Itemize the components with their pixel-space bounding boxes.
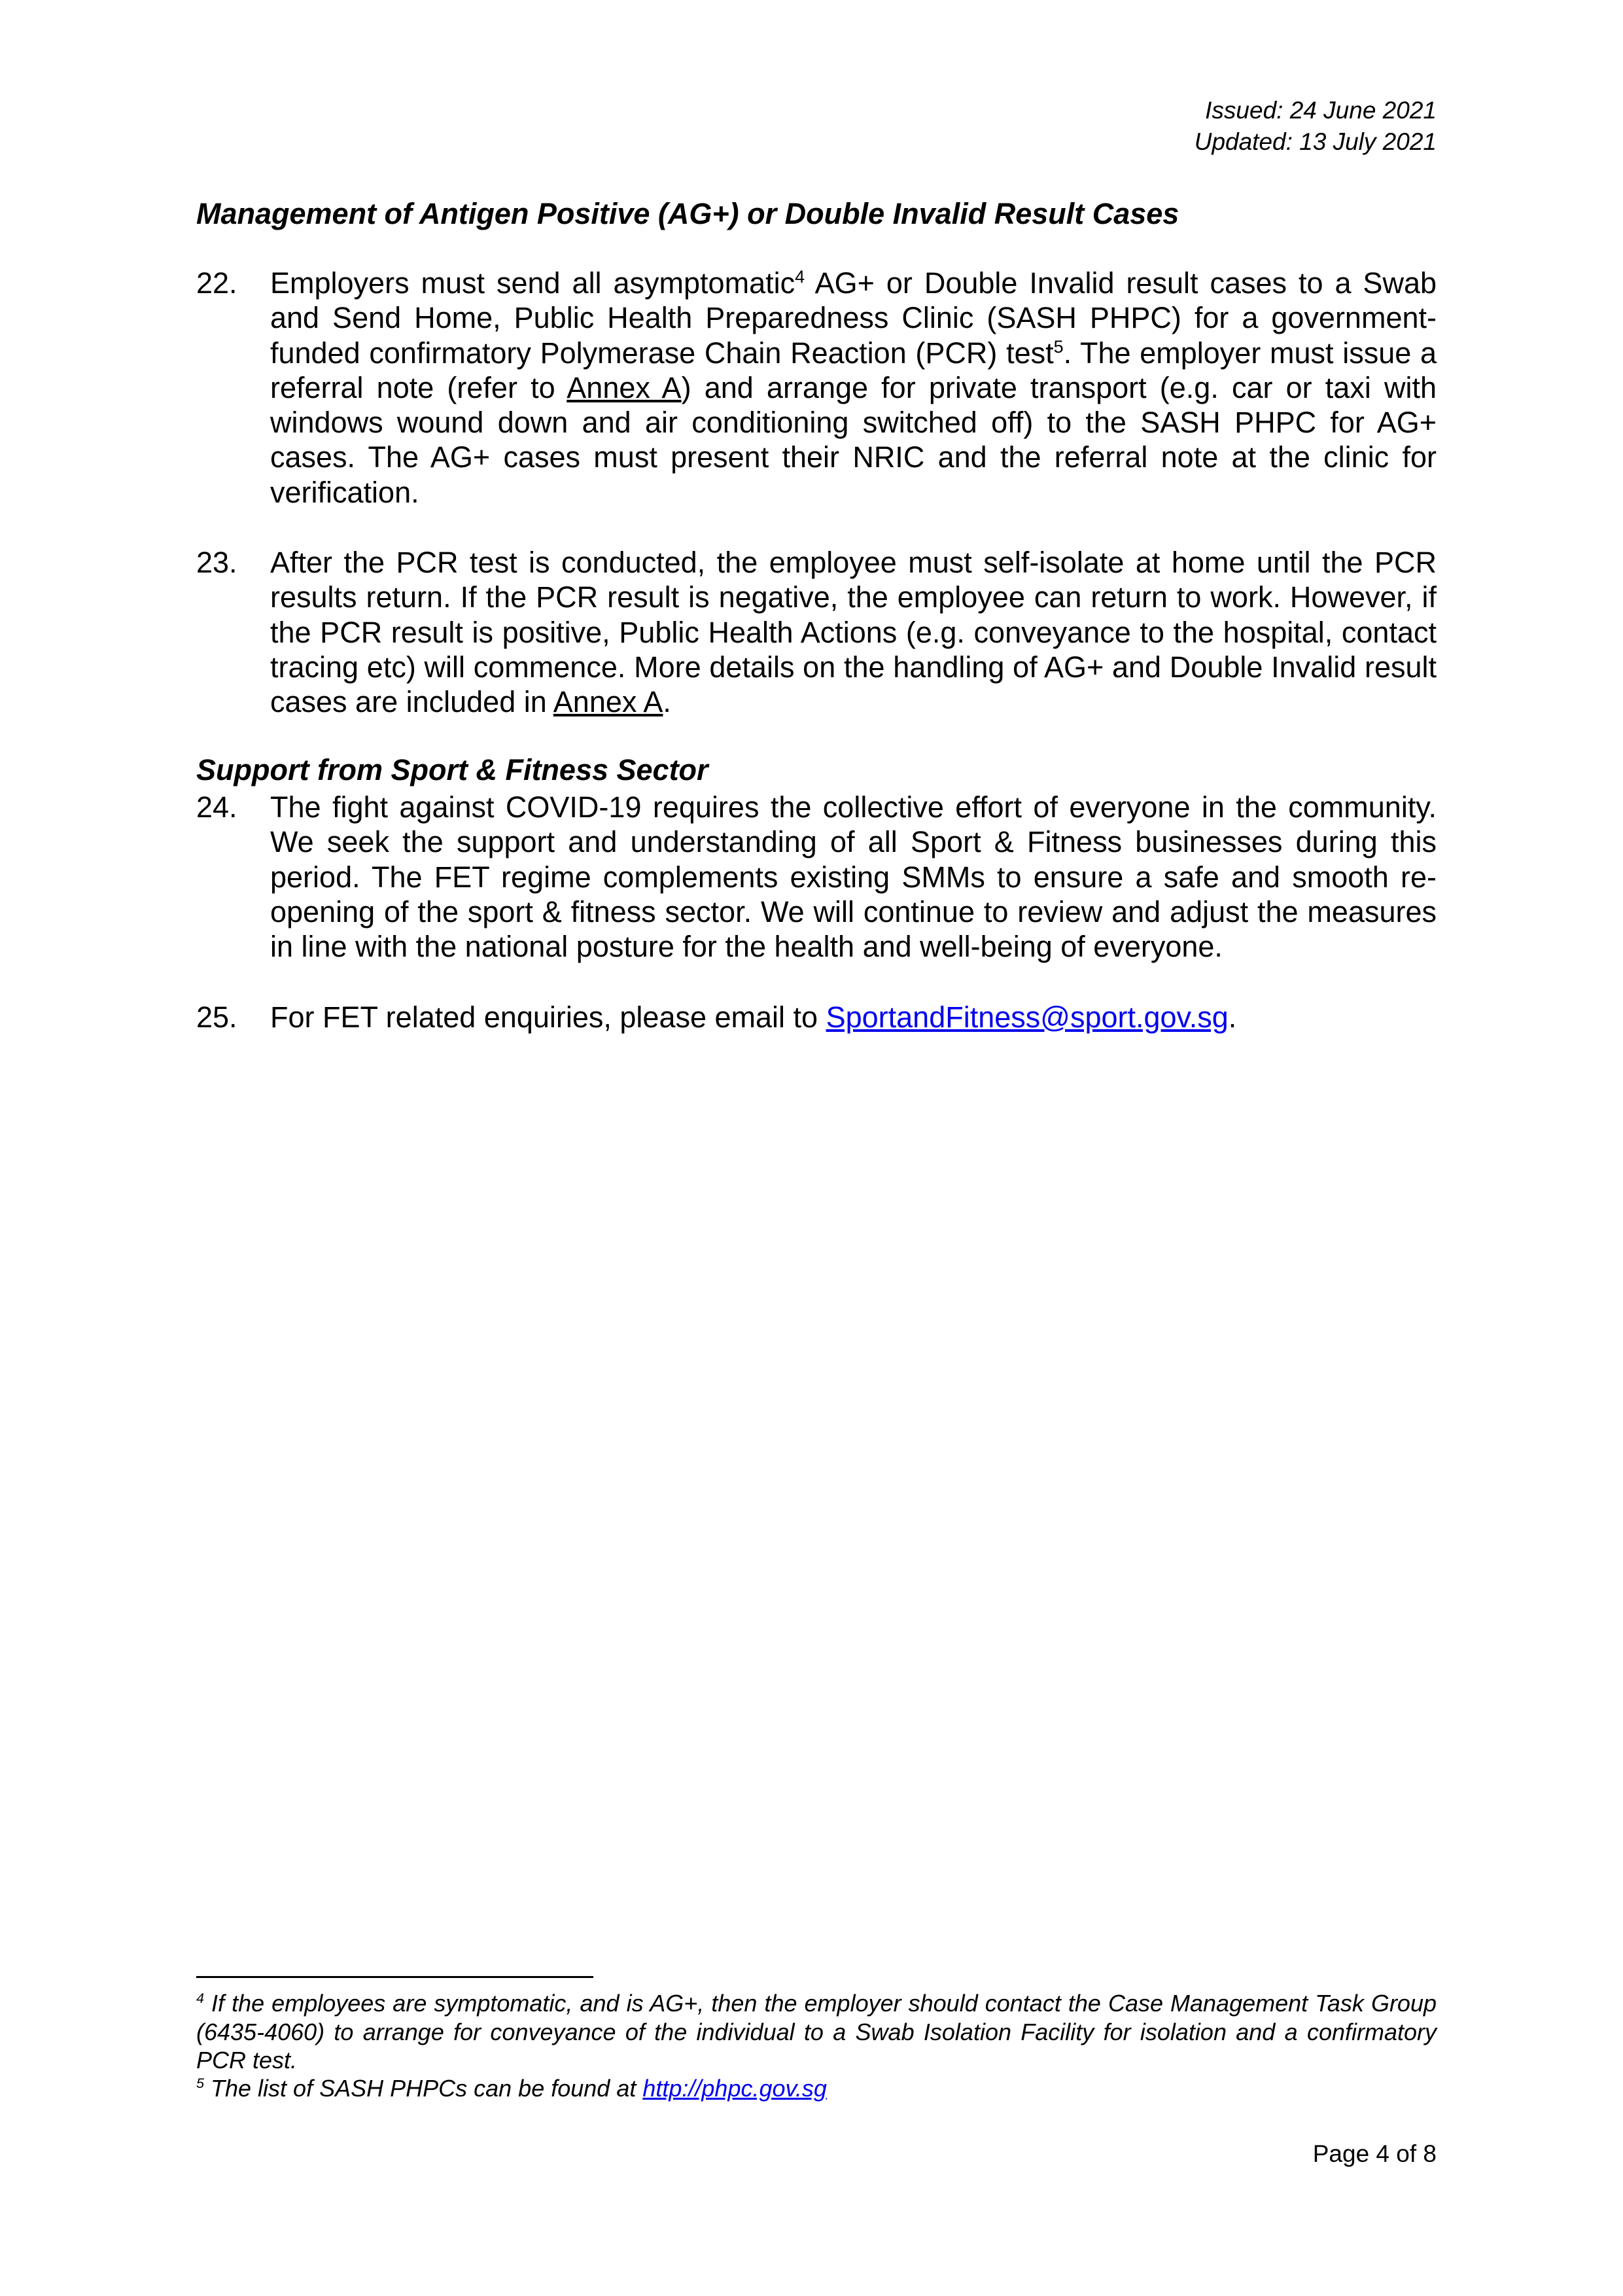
footnote-marker: 5 (196, 2075, 205, 2091)
paragraph-body: Employers must send all asymptomatic$^4$ AG+ or Double Invalid result cases to a Swab and Send Home, Public Health Preparedness Clinic (SASH PHPC) for a government-funded confirmatory Polymerase Chain Reaction (PCR) test$^5$. The employer must issue a referral note (refer to Annex A) and arrange for private transport (e.g. car or taxi with windows wound down and air conditioning switched off) to the SASH PHPC for AG+ cases. The AG+ cases must present their NRIC and the referral note at the clinic for verification. (270, 266, 1437, 509)
paragraph-23 (196, 545, 1437, 719)
annex-a-reference[interactable]: Annex A (567, 370, 682, 404)
phpc-link[interactable]: http://phpc.gov.sg (642, 2075, 827, 2102)
paragraph-22 (196, 266, 1437, 510)
section-heading-support: Support from Sport & Fitness Sector (196, 753, 708, 786)
section-heading-ag-positive: Management of Antigen Positive (AG+) or Double Invalid Result Cases (196, 197, 1179, 230)
footnote-ref-4[interactable]: 4 (795, 267, 805, 287)
paragraph-25 (196, 1000, 1437, 1034)
issued-date: Issued: 24 June 2021 (1205, 97, 1437, 124)
footnote-separator (196, 1976, 593, 1978)
email-link[interactable]: SportandFitness@sport.gov.sg (826, 1000, 1229, 1034)
paragraph-number: 23. (196, 546, 237, 579)
document-header (1195, 95, 1437, 158)
paragraph-body: The fight against COVID-19 requires the collective effort of everyone in the community. We seek the support and understanding of all Sport & Fitness businesses during this period. The FET regime complements existing SMMs to ensure a safe and smooth re-opening of the sport & fitness sector. We will continue to review and adjust the measures in line with the national posture for the health and well-being of everyone. (270, 790, 1437, 964)
paragraph-number: 25. (196, 1000, 237, 1034)
page-number: Page 4 of 8 (1312, 2140, 1437, 2167)
updated-date: Updated: 13 July 2021 (1194, 128, 1437, 155)
footnote-ref-5[interactable]: 5 (1053, 336, 1064, 357)
footnote-4: $^4$ If the employees are symptomatic, and is AG+, then the employer should contact the Case Management Task Group (6435-4060) to arrange for conveyance of the individual to a Swab Isolation Facility for isolation and a confirmatory PCR test. (196, 1990, 1437, 2074)
paragraph-24 (196, 790, 1437, 964)
footnote-5: $^5$ The list of SASH PHPCs can be found at http://phpc.gov.sg (196, 2075, 827, 2102)
paragraph-number: 22. (196, 266, 237, 300)
footnote-marker: 4 (196, 1990, 205, 2006)
paragraph-body: For FET related enquiries, please email to SportandFitness@sport.gov.sg. (270, 1000, 1237, 1034)
annex-a-reference[interactable]: Annex A (553, 685, 663, 719)
paragraph-body: After the PCR test is conducted, the employee must self-isolate at home until the PCR results return. If the PCR result is negative, the employee can return to work. However, if the PCR result is positive, Public Health Actions (e.g. conveyance to the hospital, contact tracing etc) will commence. More details on the handling of AG+ and Double Invalid result cases are included in Annex A. (270, 546, 1437, 719)
paragraph-number: 24. (196, 790, 237, 824)
